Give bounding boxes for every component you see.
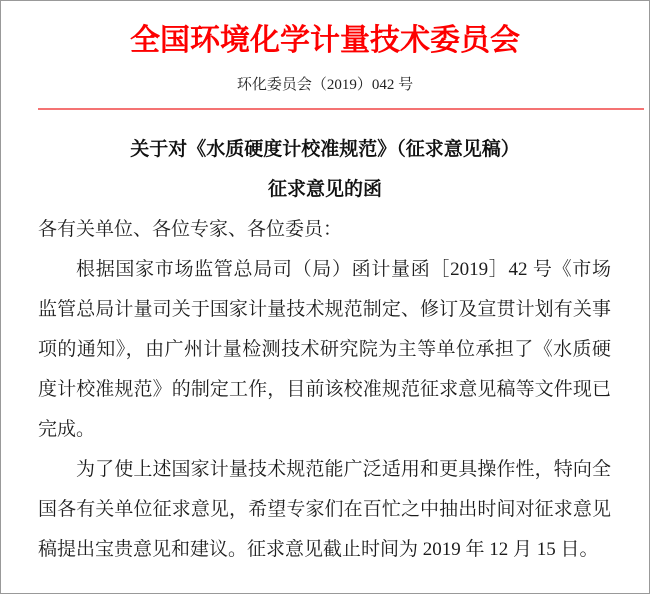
document-title-line-2: 征求意见的函 xyxy=(267,179,382,200)
document-title-line-1: 关于对《水质硬度计校准规范》（征求意见稿） xyxy=(130,139,520,160)
document-title xyxy=(1,130,649,210)
issuing-organization-title: 全国环境化学计量技术委员会 xyxy=(130,24,520,57)
document-body xyxy=(1,210,649,570)
document-reference-number: 环化委员会（2019）042 号 xyxy=(236,77,414,93)
body-paragraph-2: 为了使上述国家计量技术规范能广泛适用和更具操作性，特向全国各有关单位征求意见，希望专家们在百忙之中抽出时间对征求意见稿提出宝贵意见和建议。征求意见截止时间为 2019 年 12 月 15 日。 xyxy=(38,459,611,560)
red-divider-line xyxy=(38,108,644,110)
body-paragraph-1: 根据国家市场监管总局司（局）函计量函［2019］42 号《市场监管总局计量司关于国家计量技术规范制定、修订及宣贯计划有关事项的通知》，由广州计量检测技术研究院为主等单位承担了《水质硬度计校准规范》的制定工作，目前该校准规范征求意见稿等文件现已完成。 xyxy=(38,259,611,440)
salutation-line: 各有关单位、各位专家、各位委员： xyxy=(38,219,343,240)
